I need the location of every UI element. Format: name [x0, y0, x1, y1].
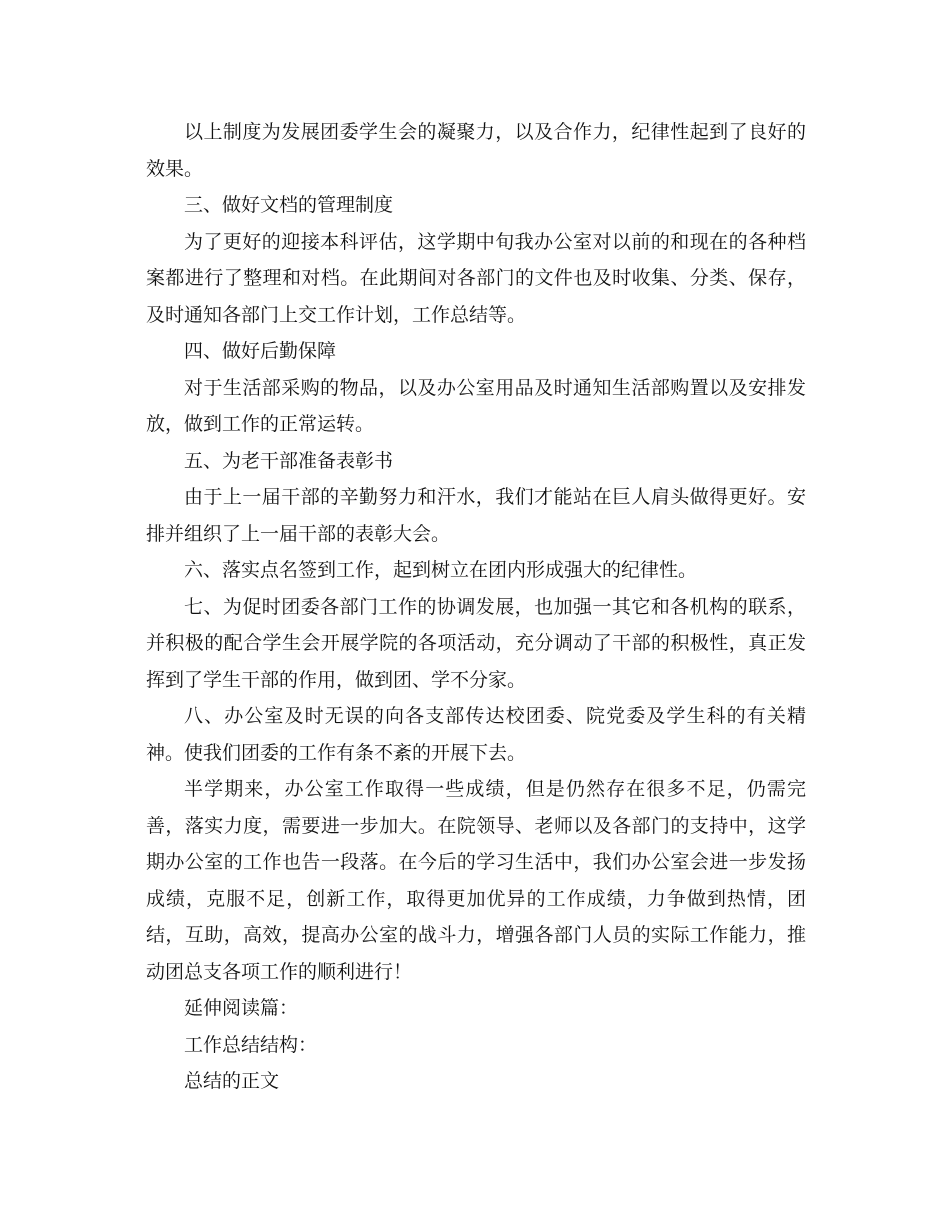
paragraph-extended-reading: 延伸阅读篇： — [184, 997, 299, 1019]
paragraph-conclusion: 半学期来，办公室工作取得一些成绩，但是仍然存在很多不足，仍需完善，落实力度，需要进一步加大。在院领导、老师以及各部门的支持中，这学期办公室的工作也告一段落。在今后的学习生活中，我们办公室会进一步发扬成绩，克服不足，创新工作，取得更加优异的工作成绩，力争做到热情，团结，互助，高效，提高办公室的战斗力，增强各部门人员的实际工作能力，推动团总支各项工作的顺利进行！ — [146, 778, 806, 983]
heading-document-management: 三、做好文档的管理制度 — [184, 194, 394, 216]
paragraph-commendation: 由于上一届干部的辛勤努力和汗水，我们才能站在巨人肩头做得更好。安排并组织了上一届干部的表彰大会。 — [146, 486, 806, 545]
paragraph-document-management: 为了更好的迎接本科评估，这学期中旬我办公室对以前的和现在的各种档案都进行了整理和对档。在此期间对各部门的文件也及时收集、分类、保存，及时通知各部门上交工作计划，工作总结等。 — [146, 230, 806, 326]
paragraph-roll-call: 六、落实点名签到工作，起到树立在团内形成强大的纪律性。 — [184, 559, 698, 581]
paragraph-communication: 八、办公室及时无误的向各支部传达校团委、院党委及学生科的有关精神。使我们团委的工作有条不紊的开展下去。 — [146, 705, 806, 764]
document-body — [146, 114, 806, 1100]
heading-logistics: 四、做好后勤保障 — [184, 340, 337, 362]
paragraph-summary-structure: 工作总结结构： — [184, 1033, 318, 1056]
paragraph-effect-summary: 以上制度为发展团委学生会的凝聚力，以及合作力，纪律性起到了良好的效果。 — [146, 121, 806, 180]
paragraph-logistics: 对于生活部采购的物品，以及办公室用品及时通知生活部购置以及安排发放，做到工作的正常运转。 — [146, 376, 806, 435]
heading-commendation: 五、为老干部准备表彰书 — [184, 449, 394, 472]
paragraph-summary-body: 总结的正文 — [184, 1070, 280, 1092]
paragraph-coordination: 七、为促时团委各部门工作的协调发展，也加强一其它和各机构的联系，并积极的配合学生会开展学院的各项活动，充分调动了干部的积极性，真正发挥到了学生干部的作用，做到团、学不分家。 — [146, 595, 806, 691]
